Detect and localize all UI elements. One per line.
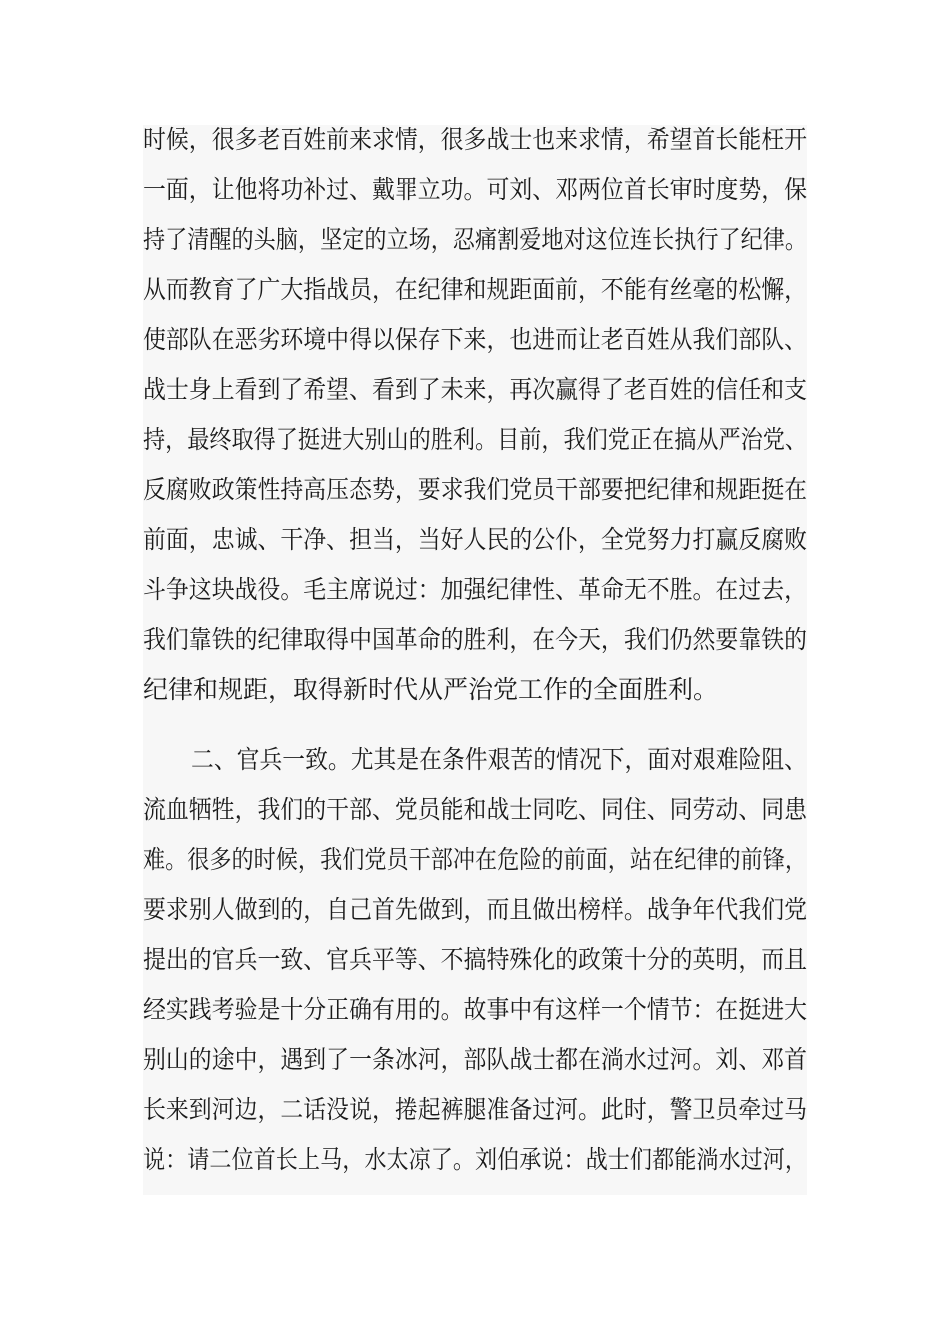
paragraph-1	[143, 125, 807, 725]
text-line: 时候，很多老百姓前来求情，很多战士也来求情，希望首长能枉开	[143, 125, 808, 154]
text-line: 难。很多的时候，我们党员干部冲在危险的前面，站在纪律的前锋，	[143, 845, 808, 874]
text-line: 一面，让他将功补过、戴罪立功。可刘、邓两位首长审时度势，保	[143, 175, 808, 204]
text-line: 说：请二位首长上马，水太凉了。刘伯承说：战士们都能淌水过河，	[143, 1145, 808, 1174]
text-line: 要求别人做到的，自己首先做到，而且做出榜样。战争年代我们党	[143, 895, 808, 924]
text-line: 纪律和规距，取得新时代从严治党工作的全面胜利。	[143, 675, 719, 704]
text-line: 别山的途中，遇到了一条冰河，部队战士都在淌水过河。刘、邓首	[143, 1045, 808, 1074]
text-line: 长来到河边，二话没说，捲起裤腿准备过河。此时，警卫员牵过马	[143, 1095, 808, 1124]
text-line: 从而教育了广大指战员，在纪律和规距面前，不能有丝毫的松懈，	[143, 275, 808, 304]
text-line: 斗争这块战役。毛主席说过：加强纪律性、革命无不胜。在过去，	[143, 575, 808, 604]
text-line: 反腐败政策性持高压态势，要求我们党员干部要把纪律和规距挺在	[143, 475, 808, 504]
text-line: 经实践考验是十分正确有用的。故事中有这样一个情节：在挺进大	[143, 995, 808, 1024]
text-line: 持，最终取得了挺进大别山的胜利。目前，我们党正在搞从严治党、	[143, 425, 808, 454]
text-line: 提出的官兵一致、官兵平等、不搞特殊化的政策十分的英明，而且	[143, 945, 808, 974]
paragraph-2	[143, 725, 807, 1195]
text-line: 流血牺牲，我们的干部、党员能和战士同吃、同住、同劳动、同患	[143, 795, 808, 824]
text-line: 前面，忠诚、干净、担当，当好人民的公仆，全党努力打赢反腐败	[143, 525, 808, 554]
text-line: 二、官兵一致。尤其是在条件艰苦的情况下，面对艰难险阻、	[191, 745, 808, 774]
text-line: 我们靠铁的纪律取得中国革命的胜利，在今天，我们仍然要靠铁的	[143, 625, 808, 654]
text-line: 战士身上看到了希望、看到了未来，再次赢得了老百姓的信任和支	[143, 375, 808, 404]
text-line: 持了清醒的头脑，坚定的立场，忍痛割爱地对这位连长执行了纪律。	[143, 225, 808, 254]
text-line: 使部队在恶劣环境中得以保存下来，也进而让老百姓从我们部队、	[143, 325, 808, 354]
